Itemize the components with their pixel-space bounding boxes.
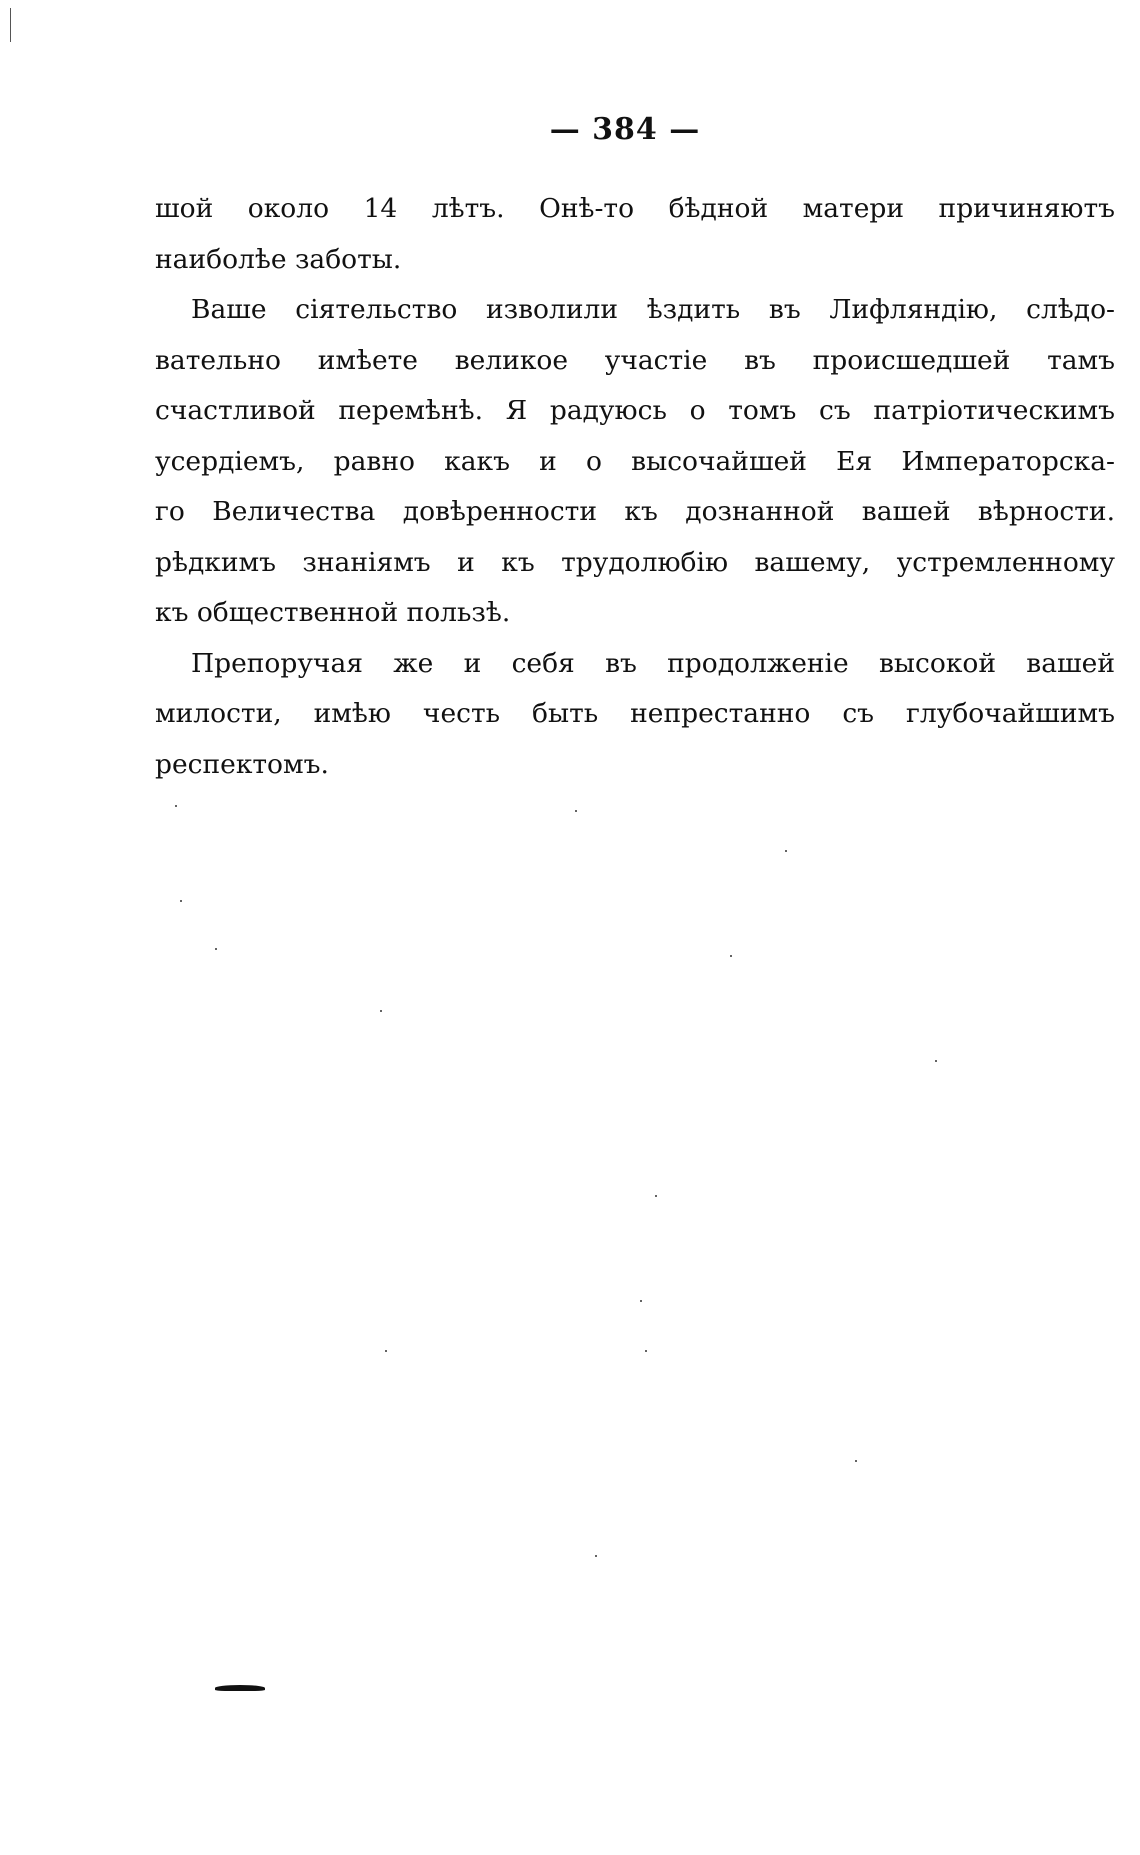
text-line: Ваше сіятельство изволили ѣздить въ Лифляндію, слѣдо- [191,294,1115,325]
text-line: счастливой перемѣнѣ. Я радуюсь о томъ съ патріотическимъ [155,395,1115,426]
text-line: наиболѣе заботы. [155,243,402,275]
paragraph-1 [155,184,1115,285]
text-line: Препоручая же и себя въ продолженіе высокой вашей [191,647,1115,679]
printer-mark [215,1685,265,1691]
margin-rule [10,8,11,42]
scan-speck [595,1555,597,1557]
scan-speck [730,955,732,957]
paragraph-3 [155,639,1115,791]
scan-speck [575,810,577,812]
scan-speck [655,1195,657,1197]
text-line: го Величества довѣренности къ дознанной вашей вѣрности. [155,496,1115,527]
text-line: вательно имѣете великое участіе въ происшедшей тамъ [155,344,1115,376]
scan-speck [935,1060,937,1062]
scan-speck [855,1460,857,1462]
scan-speck [640,1300,642,1302]
scan-speck [380,1010,382,1012]
scan-speck [180,900,182,902]
scan-speck [785,850,787,852]
text-line: респектомъ. [155,748,329,780]
text-line: усердіемъ, равно какъ и о высочайшей Ея Императорска- [155,445,1115,477]
text-line: къ общественной пользѣ. [155,597,511,628]
body-text [155,184,1115,790]
scan-speck [385,1350,387,1352]
text-line: рѣдкимъ знаніямъ и къ трудолюбію вашему, устремленному [155,546,1115,578]
scan-speck [175,805,177,807]
text-line: шой около 14 лѣтъ. Онѣ-то бѣдной матери причиняютъ [155,193,1115,224]
scan-speck [645,1350,647,1352]
text-line: милости, имѣю честь быть непрестанно съ глубочайшимъ [155,698,1115,729]
paragraph-2 [155,285,1115,639]
scan-speck [215,948,217,950]
page-number: — 384 — [549,112,701,147]
